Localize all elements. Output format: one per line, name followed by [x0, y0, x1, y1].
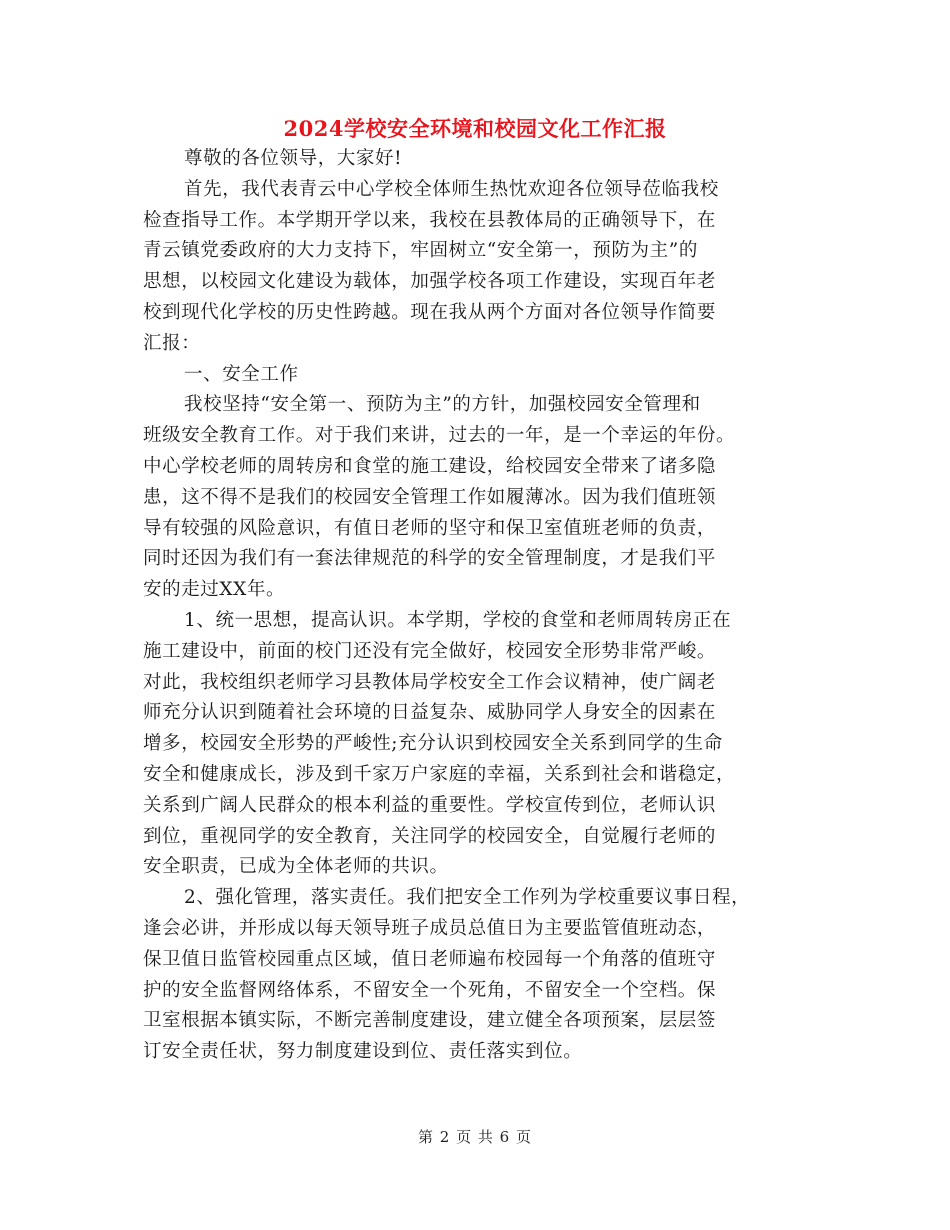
text-line: 订安全责任状，努力制度建设到位、责任落实到位。: [143, 1041, 583, 1063]
text-line: 中心学校老师的周转房和食堂的施工建设，给校园安全带来了诸多隐: [143, 455, 717, 477]
text-line: 1、统一思想，提高认识。本学期，学校的食堂和老师周转房正在: [184, 609, 732, 631]
text-line: 校到现代化学校的历史性跨越。现在我从两个方面对各位领导作简要: [143, 301, 717, 323]
text-line: 首先，我代表青云中心学校全体师生热忱欢迎各位领导莅临我校: [184, 178, 719, 200]
text-line: 汇报：: [143, 332, 201, 354]
page-number-footer: 第 2 页 共 6 页: [418, 1128, 532, 1146]
text-line: 关系到广阔人民群众的根本利益的重要性。学校宣传到位，老师认识: [143, 794, 717, 816]
text-line: 安全职责，已成为全体老师的共识。: [143, 856, 449, 878]
text-line: 安的走过XX年。: [143, 579, 286, 601]
text-line: 检查指导工作。本学期开学以来，我校在县教体局的正确领导下，在: [143, 209, 717, 231]
text-line: 护的安全监督网络体系，不留安全一个死角，不留安全一个空档。保: [143, 979, 717, 1001]
text-line: 师充分认识到随着社会环境的日益复杂、威胁同学人身安全的因素在: [143, 702, 717, 724]
text-line: 尊敬的各位领导，大家好!: [184, 148, 403, 169]
text-line: 导有较强的风险意识，有值日老师的坚守和保卫室值班老师的负责，: [143, 517, 717, 539]
text-line: 安全和健康成长，涉及到千家万户家庭的幸福，关系到社会和谐稳定，: [143, 763, 736, 785]
document-body: [143, 144, 823, 1068]
text-line: 增多，校园安全形势的严峻性;充分认识到校园安全关系到同学的生命: [143, 733, 723, 755]
text-line: 逢会必讲，并形成以每天领导班子成员总值日为主要监管值班动态，: [143, 917, 717, 939]
text-line: 一、安全工作: [184, 363, 299, 385]
text-line: 青云镇党委政府的大力支持下，牢固树立“安全第一，预防为主”的: [143, 240, 698, 262]
text-line: 同时还因为我们有一套法律规范的科学的安全管理制度，才是我们平: [143, 548, 717, 570]
text-line: 卫室根据本镇实际，不断完善制度建设，建立健全各项预案，层层签: [143, 1010, 717, 1032]
text-line: 思想，以校园文化建设为载体，加强学校各项工作建设，实现百年老: [143, 271, 717, 293]
text-line: 我校坚持“安全第一、预防为主”的方针，加强校园安全管理和: [184, 394, 701, 416]
text-line: 到位，重视同学的安全教育，关注同学的校园安全，自觉履行老师的: [143, 825, 717, 847]
text-line: 保卫值日监管校园重点区域，值日老师遍布校园每一个角落的值班守: [143, 948, 717, 970]
text-line: 施工建设中，前面的校门还没有完全做好，校园安全形势非常严峻。: [143, 640, 717, 662]
text-line: 班级安全教育工作。对于我们来讲，过去的一年，是一个幸运的年份。: [143, 425, 736, 447]
text-line: 患，这不得不是我们的校园安全管理工作如履薄冰。因为我们值班领: [143, 486, 717, 508]
document-title: 2024学校安全环境和校园文化工作汇报: [283, 116, 667, 141]
text-line: 对此，我校组织老师学习县教体局学校安全工作会议精神，使广阔老: [143, 671, 717, 693]
text-line: 2、强化管理，落实责任。我们把安全工作列为学校重要议事日程，: [184, 887, 751, 909]
